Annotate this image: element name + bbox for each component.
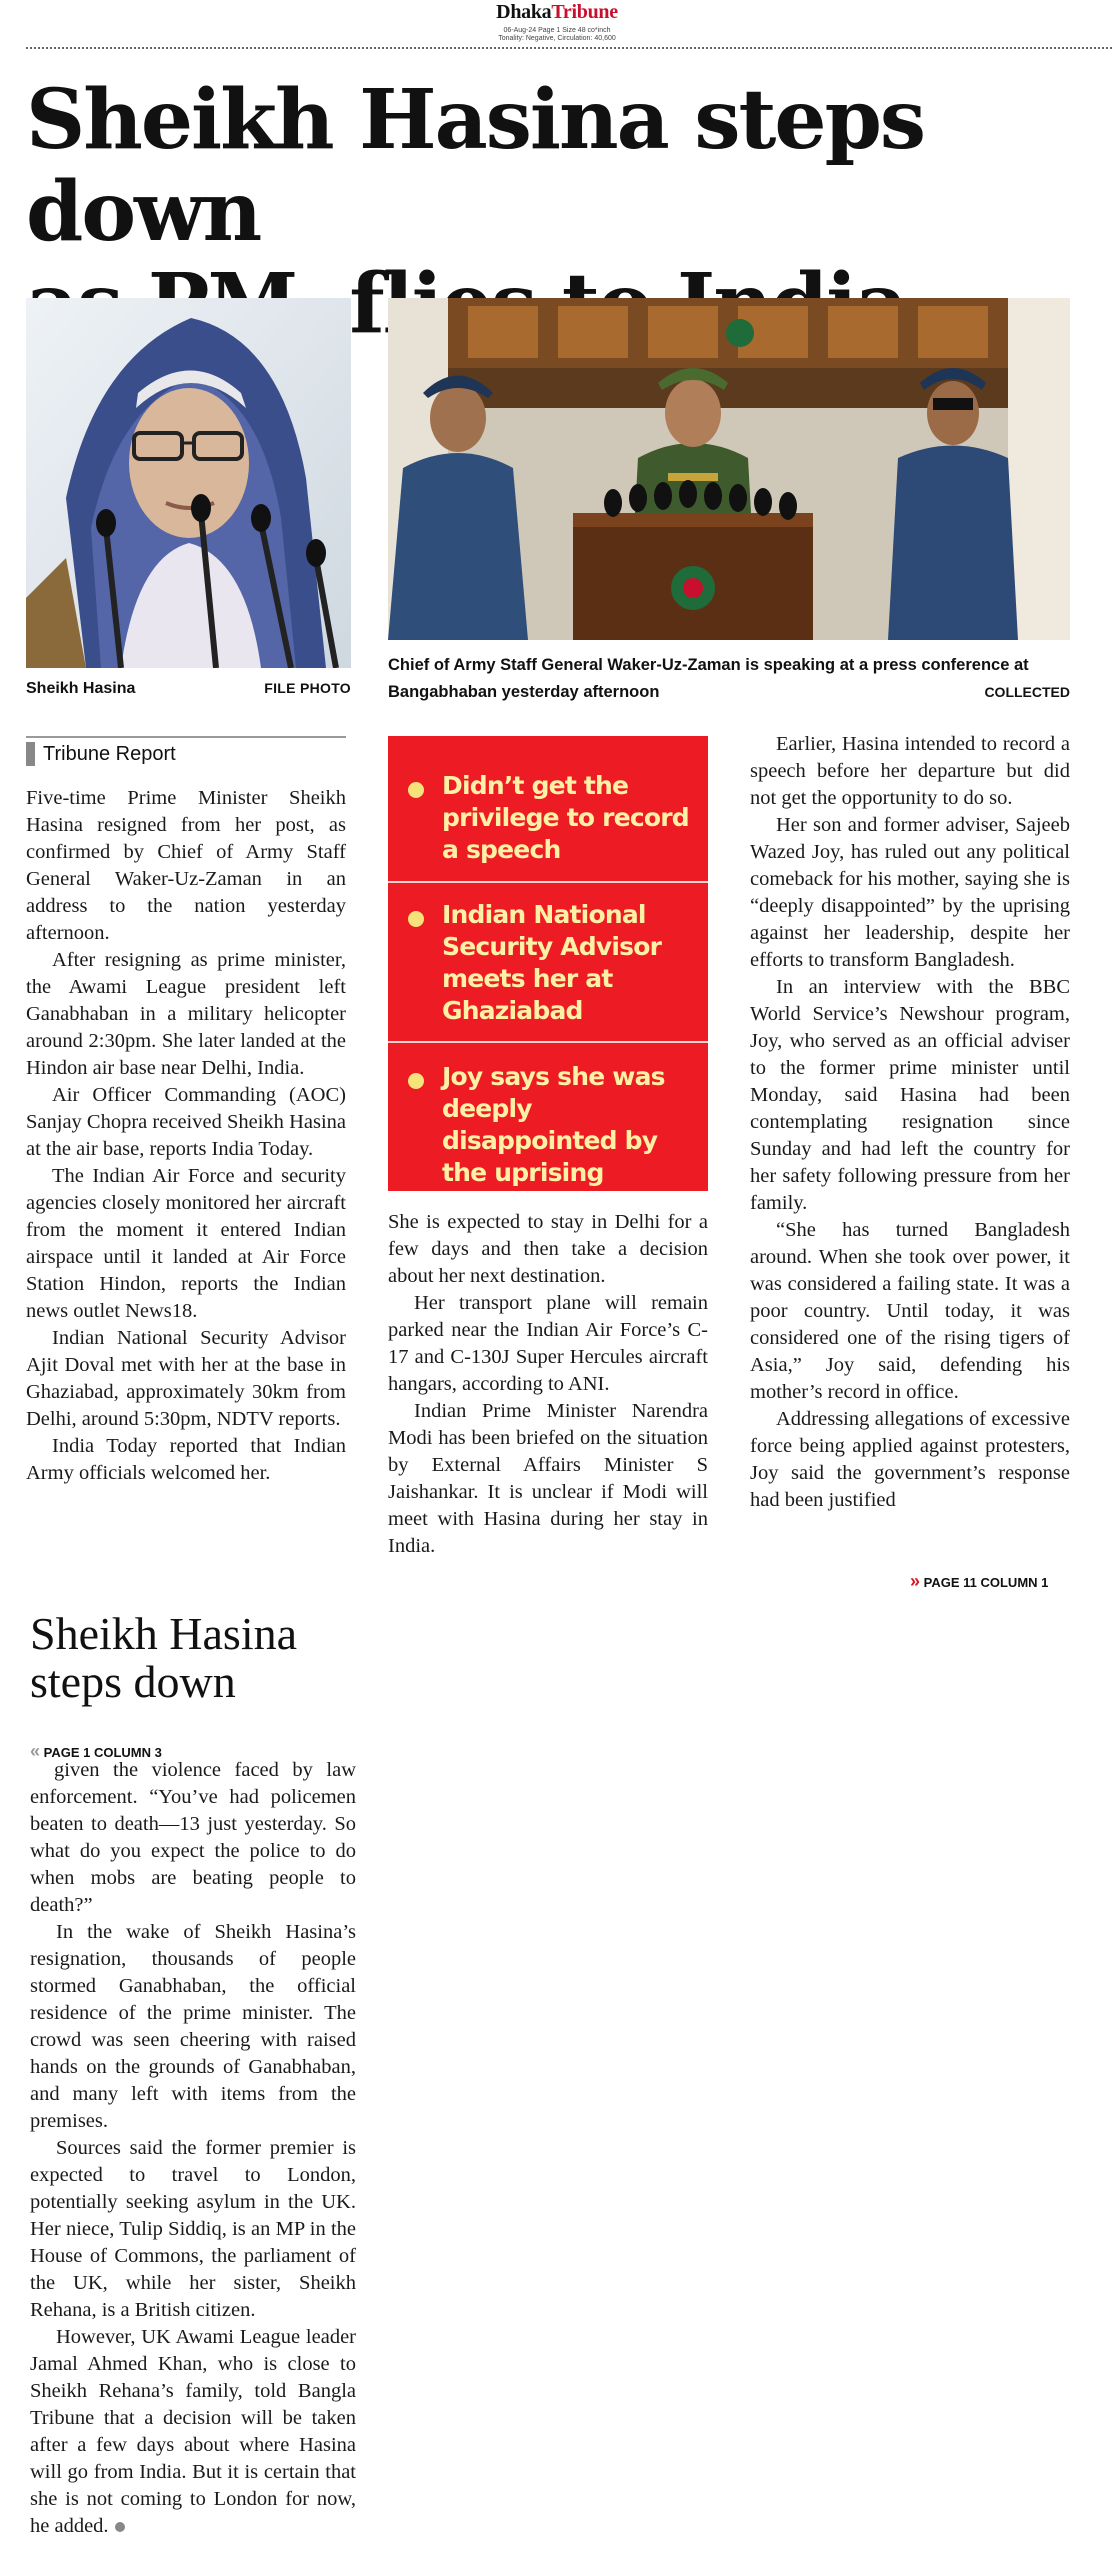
byline: Tribune Report bbox=[26, 742, 176, 766]
highlights-box bbox=[388, 736, 708, 1191]
paragraph: Sources said the former premier is expected to travel to London, potentially seeking asylum in the UK. Her niece, Tulip Siddiq, is an MP in the House of Commons, the parliament of the UK, while her sister, Sheikh Rehana, is a British citizen. bbox=[30, 2137, 356, 2321]
article-column-3 bbox=[750, 731, 1070, 1514]
clipping-meta-line-1: 06-Aug-24 Page 1 Size 48 co*inch bbox=[503, 27, 611, 34]
continued-on-text: PAGE 11 COLUMN 1 bbox=[923, 1575, 1049, 1590]
paragraph: She is expected to stay in Delhi for a few days and then take a decision about her next destination. bbox=[388, 1211, 708, 1287]
left-photo-caption-text: Sheikh Hasina bbox=[26, 680, 136, 697]
paragraph: The Indian Air Force and security agencies closely monitored her aircraft from the moment it entered Indian airspace until it landed at Air Force Station Hindon, reports the Indian news outlet News18. bbox=[26, 1165, 346, 1322]
continued-from-text: PAGE 1 COLUMN 3 bbox=[43, 1745, 162, 1760]
end-mark-icon bbox=[115, 2522, 125, 2532]
masthead-divider bbox=[26, 47, 1112, 49]
continuation-column bbox=[30, 1757, 356, 2540]
paragraph: Indian Prime Minister Narendra Modi has been briefed on the situation by External Affairs Minister S Jaishankar. It is unclear if Modi will meet with Hasina during her stay in India. bbox=[388, 1400, 708, 1557]
paragraph: Her son and former adviser, Sajeeb Wazed Joy, has ruled out any political comeback for his mother, saying she is “deeply disappointed” by the uprising against her leadership, despite her efforts to transform Bangladesh. bbox=[750, 814, 1070, 971]
left-photo-caption bbox=[26, 680, 351, 698]
highlight-item bbox=[388, 881, 708, 1043]
clipping-meta bbox=[0, 27, 1114, 43]
continuation-headline: Sheikh Hasina steps down bbox=[30, 1608, 298, 1707]
paragraph: Her transport plane will remain parked near the Indian Air Force’s C-17 and C-130J Super Hercules aircraft hangars, according to ANI. bbox=[388, 1292, 708, 1395]
paragraph-text: However, UK Awami League leader Jamal Ahmed Khan, who is close to Sheikh Rehana’s family, told Bangla Tribune that a decision will be taken after a few days about where Hasina will go from India. But it is certain that she is not coming to London for now, he added. bbox=[30, 2326, 356, 2537]
bullet-icon bbox=[408, 911, 424, 927]
paragraph: In an interview with the BBC World Service’s Newshour program, Joy, who served as an official adviser to the former prime minister until Monday, said Hasina had been contemplating resignation since Sunday and had left the country for her safety following pressure from her family. bbox=[750, 976, 1070, 1214]
paragraph: given the violence faced by law enforcement. “You’ve had policemen beaten to death—13 just yesterday. So what do you expect the police to do when mobs are beating people to death?” bbox=[30, 1759, 356, 1916]
continued-on-marker bbox=[910, 1571, 1048, 1592]
double-chevron-left-icon: « bbox=[30, 1741, 41, 1761]
paragraph: Indian National Security Advisor Ajit Doval met with her at the base in Ghaziabad, approximately 30km from Delhi, around 5:30pm, NDTV reports. bbox=[26, 1327, 346, 1430]
article-column-1 bbox=[26, 785, 346, 1487]
highlight-text: Didn’t get the privilege to record a speech bbox=[442, 771, 689, 864]
paragraph: India Today reported that Indian Army officials welcomed her. bbox=[26, 1435, 346, 1484]
paragraph: Five-time Prime Minister Sheikh Hasina resigned from her post, as confirmed by Chief of Army Staff General Waker-Uz-Zaman in an address to the nation yesterday afternoon. bbox=[26, 787, 346, 944]
left-photo-credit: FILE PHOTO bbox=[264, 680, 351, 696]
paragraph: After resigning as prime minister, the Awami League president left Ganabhaban in a military helicopter around 2:30pm. She later landed at the Hindon air base near Delhi, India. bbox=[26, 949, 346, 1079]
paragraph bbox=[30, 2324, 356, 2540]
right-photo-caption-text: Chief of Army Staff General Waker-Uz-Zaman is speaking at a press conference at Bangabhaban yesterday afternoon bbox=[388, 656, 1029, 701]
byline-divider bbox=[26, 736, 346, 738]
headline-line-1: Sheikh Hasina steps down bbox=[26, 72, 925, 260]
article-column-2 bbox=[388, 1209, 708, 1560]
paragraph: Addressing allegations of excessive force being applied against protesters, Joy said the government’s response had been justified bbox=[750, 1408, 1070, 1511]
highlight-item bbox=[388, 1041, 708, 1193]
newspaper-logo: DhakaTribune bbox=[496, 1, 618, 23]
right-photo-caption bbox=[388, 652, 1070, 706]
highlight-text: Indian National Security Advisor meets her at Ghaziabad bbox=[442, 900, 662, 1025]
paragraph: In the wake of Sheikh Hasina’s resignation, thousands of people stormed Ganabhaban, the official residence of the prime minister. The crowd was seen cheering with raised hands on the grounds of Ganabhaban, and many left with items from the premises. bbox=[30, 1921, 356, 2132]
paragraph: “She has turned Bangladesh around. When she took over power, it was considered a failing state. It was a poor country. Until today, it was considered one of the rising tigers of Asia,” Joy said, defending his mother’s record in office. bbox=[750, 1219, 1070, 1403]
press-conference-photo bbox=[388, 298, 1070, 640]
highlight-text: Joy says she was deeply disappointed by the uprising bbox=[442, 1062, 665, 1187]
clipping-meta-line-2: Tonality: Negative, Circulation: 40,600 bbox=[498, 35, 616, 42]
double-chevron-right-icon: » bbox=[910, 1571, 921, 1591]
right-photo-credit: COLLECTED bbox=[984, 684, 1070, 700]
highlight-item bbox=[388, 736, 708, 881]
sheikh-hasina-photo bbox=[26, 298, 351, 668]
bullet-icon bbox=[408, 1073, 424, 1089]
bullet-icon bbox=[408, 782, 424, 798]
paragraph: Air Officer Commanding (AOC) Sanjay Chopra received Sheikh Hasina at the air base, reports India Today. bbox=[26, 1084, 346, 1160]
paragraph: Earlier, Hasina intended to record a speech before her departure but did not get the opportunity to do so. bbox=[750, 733, 1070, 809]
